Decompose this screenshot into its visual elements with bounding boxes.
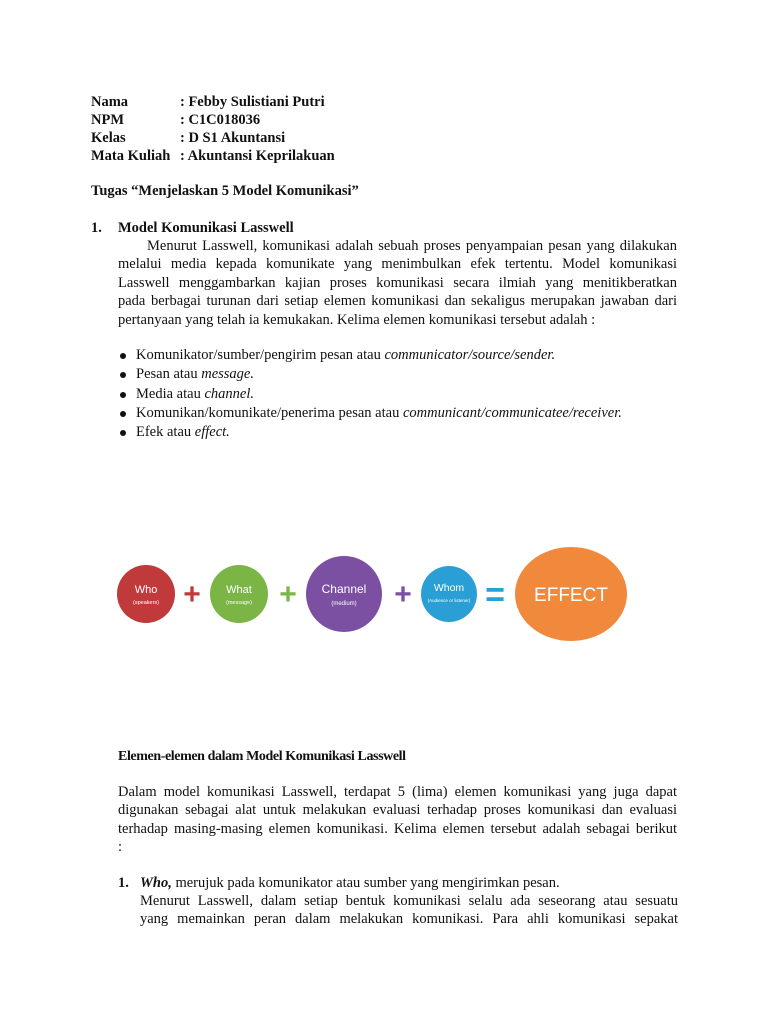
lasswell-model-diagram xyxy=(110,540,640,650)
channel-sublabel: (medium) xyxy=(331,601,357,607)
item1-text: merujuk pada komunikator atau sumber yang mengirimkan pesan. xyxy=(171,875,560,891)
plus-operator-3: + xyxy=(394,578,412,611)
bullet-icon xyxy=(120,372,126,378)
item1-paragraph xyxy=(140,892,678,929)
paragraph-line: pada berbagai turunan dari setiap elemen komunikasi dan sekaligus merupakan jawaban dari xyxy=(118,293,677,310)
section2-heading: Elemen-elemen dalam Model Komunikasi Lasswell xyxy=(118,749,406,764)
info-row-nama xyxy=(91,94,325,111)
info-value: : D S1 Akuntansi xyxy=(180,130,286,146)
bullet-item: Komunikator/sumber/pengirim pesan atau communicator/source/sender. xyxy=(118,346,622,365)
paragraph-line: Menurut Lasswell, komunikasi adalah sebuah proses penyampaian pesan yang dilakukan xyxy=(147,238,677,254)
info-key: Nama xyxy=(91,94,129,110)
paragraph-line: Menurut Lasswell, dalam setiap bentuk komunikasi selalu ada seseorang atau sesuatu xyxy=(140,893,678,909)
paragraph-line: : xyxy=(118,839,123,856)
section1-paragraph xyxy=(118,237,677,329)
item1-number: 1. xyxy=(118,875,129,891)
elements-bullet-list xyxy=(118,346,622,442)
info-value: : C1C018036 xyxy=(180,112,261,128)
item1-term: Who, xyxy=(140,875,172,891)
bullet-icon xyxy=(120,353,126,359)
bullet-icon xyxy=(120,392,126,398)
effect-label: EFFECT xyxy=(534,585,608,606)
paragraph-line: melalui media kepada komunikate yang menimbulkan efek tertentu. Model komunikasi xyxy=(118,256,677,273)
info-key: NPM xyxy=(91,112,125,128)
section1-number: 1. xyxy=(91,220,102,236)
plus-operator-2: + xyxy=(279,578,297,611)
whom-sublabel: (Audience or listener) xyxy=(427,598,471,603)
info-row-kelas xyxy=(91,130,285,147)
what-label: What xyxy=(226,584,252,596)
paragraph-line: terhadap masing-masing elemen komunikasi. Kelima elemen tersebut adalah sebagai berikut xyxy=(118,820,677,837)
paragraph-line: yang memainkan peran dalam melakukan komunikasi. Para ahli komunikasi sepakat xyxy=(140,911,678,928)
who-sublabel: (speakers) xyxy=(133,600,159,606)
info-value: : Febby Sulistiani Putri xyxy=(180,94,325,110)
bullet-item: Komunikan/komunikate/penerima pesan atau communicant/communicatee/receiver. xyxy=(118,404,622,423)
who-label: Who xyxy=(134,584,158,596)
bullet-icon xyxy=(120,430,126,436)
info-row-npm xyxy=(91,112,260,129)
info-row-mata-kuliah xyxy=(91,148,335,165)
bullet-item: Efek atau effect. xyxy=(118,423,622,442)
paragraph-line: Dalam model komunikasi Lasswell, terdapat 5 (lima) elemen komunikasi yang juga dapat xyxy=(118,784,677,800)
paragraph-line: Lasswell menggambarkan kajian proses komunikasi secara ilmiah yang menitikberatkan xyxy=(118,274,677,291)
bullet-item: Pesan atau message. xyxy=(118,365,622,384)
item1-line xyxy=(140,875,560,892)
plus-operator-1: + xyxy=(183,578,201,611)
task-title: Tugas “Menjelaskan 5 Model Komunikasi” xyxy=(91,183,359,199)
whom-circle xyxy=(421,566,477,622)
bullet-icon xyxy=(120,411,126,417)
paragraph-line: digunakan sebagai alat untuk melakukan evaluasi terhadap proses komunikasi dan evaluasi xyxy=(118,802,677,819)
whom-label: Whom xyxy=(433,582,465,594)
section2-paragraph xyxy=(118,783,677,857)
channel-label: Channel xyxy=(321,582,367,596)
section1-title: Model Komunikasi Lasswell xyxy=(118,220,294,236)
info-key: Kelas xyxy=(91,130,126,146)
info-value: : Akuntansi Keprilakuan xyxy=(180,148,335,164)
bullet-item: Media atau channel. xyxy=(118,385,622,404)
equals-operator: = xyxy=(485,576,505,614)
paragraph-line: pertanyaan yang telah ia kemukakan. Kelima elemen komunikasi tersebut adalah : xyxy=(118,311,596,328)
info-key: Mata Kuliah xyxy=(91,148,171,164)
what-sublabel: (message) xyxy=(226,600,252,606)
